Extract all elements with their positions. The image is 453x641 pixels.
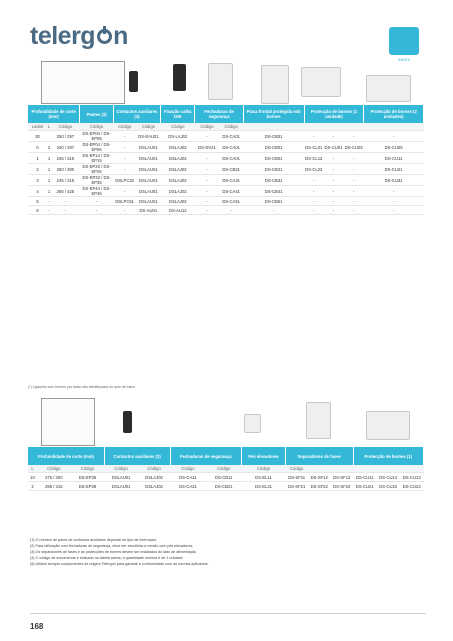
t1-cell: 0: [28, 142, 47, 153]
t1-cell: 1: [47, 175, 51, 186]
t1-cell: DS-CA51: [219, 197, 243, 206]
t1-cell: 1: [47, 164, 51, 175]
t1-cell: 5: [28, 197, 47, 206]
t1-cell: DS-EP04 / DS-EP05: [80, 142, 114, 153]
t1-cell: DS-CB01: [243, 142, 304, 153]
t1-cell: -: [195, 164, 219, 175]
t1-cell: -: [113, 131, 136, 142]
t1-cell: -: [195, 206, 219, 215]
t1-cell: -: [344, 131, 364, 142]
page-number: 168: [30, 622, 44, 631]
t1-cell: DSLPC51: [113, 197, 136, 206]
t1-cell: -: [323, 175, 343, 186]
subheader-code: Código: [195, 123, 219, 131]
header-depth-2: Profundidade de corte (mm): [28, 447, 104, 465]
t2-cell: DS-CU21: [353, 482, 376, 491]
t2-cell: DS-EL21: [242, 482, 286, 491]
index-badge[interactable]: [389, 27, 419, 55]
subheader-sides: Lados: [28, 123, 47, 131]
t2-cell: DS-CA11: [170, 473, 206, 482]
header-security-locks: Fechaduras de segurança: [195, 105, 243, 123]
t1-cell: -: [304, 175, 323, 186]
t2-cell: 275 / 300: [37, 473, 71, 482]
header-depth: Profundidade de corte (mm): [28, 105, 80, 123]
subheader-code: Código: [80, 123, 114, 131]
t1-cell: DS-CA01: [219, 131, 243, 142]
footnote-3: (3) Os separadores de fases e as protecções de bornes devem ser instalados do lado de alimentação.: [30, 550, 198, 554]
t1-cell: -: [344, 175, 364, 186]
t1-cell: -: [344, 164, 364, 175]
t1-cell: 1: [28, 153, 47, 164]
header-terminal-protection-2: Protecção de bornes (2 unidades): [364, 105, 424, 123]
t1-cell: DSLAU01: [136, 164, 161, 175]
t1-cell: -: [323, 164, 343, 175]
t1-cell: 30: [28, 131, 47, 142]
t1-cell: -: [323, 197, 343, 206]
footer-rule: [30, 613, 426, 614]
t1-cell: -: [364, 131, 424, 142]
header-aux-2: Contactos auxiliares (2): [104, 447, 170, 465]
t1-cell: DSLAU01: [136, 153, 161, 164]
auxiliary-contact-image: [129, 71, 138, 92]
t1-cell: 245 / 315: [51, 153, 80, 164]
t1-cell: DSLPC32: [113, 175, 136, 186]
t1-cell: -: [344, 186, 364, 197]
t1-cell: DS-EP04 / DS-EP05: [80, 131, 114, 142]
t1-cell: 6: [28, 206, 47, 215]
header-terminal-protection-1: Protecção de bornes (1 unidade): [304, 105, 364, 123]
t2-cell: DS-CB21: [206, 482, 242, 491]
cover-image: [261, 65, 289, 104]
t1-row: [28, 142, 424, 153]
t1-cell: DS-CB31: [243, 175, 304, 186]
t1-cell: DS-AU01: [136, 206, 161, 215]
subheader-length: L: [47, 124, 51, 129]
t1-cell: DSLAU01: [136, 175, 161, 186]
t2-cell: DS-SF13: [331, 473, 354, 482]
footnote-2: (2) Para utilização com fechaduras de segurança, deve ser escolhida a versão com pés elevadores.: [30, 544, 194, 548]
t2-cell: DS-EP38: [71, 482, 105, 491]
t1-cell: DSLAU01: [136, 197, 161, 206]
t1-cell: DSLAJ02: [161, 175, 195, 186]
t1-cell: DS-CA01: [219, 153, 243, 164]
header-aux-contacts: Contactos auxiliares (2): [113, 105, 160, 123]
t1-cell: -: [195, 175, 219, 186]
t1-row: [28, 197, 424, 206]
index-badge-label: INDEX: [397, 57, 411, 62]
t1-cell: -: [195, 131, 219, 142]
header-feet: Pés elevadores: [242, 447, 286, 465]
t1-cell: DS-CU01: [323, 142, 343, 153]
t1-cell: -: [51, 206, 80, 215]
t1-cell: 1: [47, 153, 51, 164]
t1-cell: -: [48, 198, 50, 204]
t1-cell: -: [113, 153, 136, 164]
accessories-table-1: [28, 105, 424, 215]
t2-cell: DS-SF11: [285, 473, 308, 482]
t1-cell: DS-CB41: [243, 186, 304, 197]
t1-cell: DS-CB01: [243, 153, 304, 164]
t1-cell: -: [364, 197, 424, 206]
subheader-code-2: Código: [37, 465, 71, 473]
t1-cell: -: [304, 131, 323, 142]
t1-cell: -: [304, 186, 323, 197]
t1-cell: -: [195, 186, 219, 197]
table-note: (*) Ligações com bornes por baixo são identificados do lado de baixo.: [28, 385, 136, 389]
subheader-code-2: Código: [104, 465, 138, 473]
t2-cell: DS-SF21: [285, 482, 308, 491]
subheader-code-2: Código: [138, 465, 170, 473]
t1-cell: DS-LAJ02: [161, 131, 195, 142]
t2-cell: 10: [28, 473, 37, 482]
t1-cell: 4: [28, 186, 47, 197]
t1-row: [28, 186, 424, 197]
second-dimension-drawing: [41, 398, 95, 446]
footnote-4: (4) O código de encomenda é indicado na tabela acima; a quantidade mínima é de 1 unidade.: [30, 556, 184, 560]
subheader-length-2: L: [28, 465, 37, 473]
front-plate-image: [301, 67, 341, 97]
t1-cell: DSLAJ02: [161, 197, 195, 206]
t1-cell: -: [323, 206, 343, 215]
t2-cell: DSLAU01: [104, 473, 138, 482]
t1-cell: DS-CU11: [364, 153, 424, 164]
t1-cell: DSLAJ02: [161, 142, 195, 153]
subheader-code: Código: [136, 123, 161, 131]
t1-cell: 2: [47, 142, 51, 153]
t2-cell: DS-CU13: [400, 473, 424, 482]
t2-cell: DS-SF22: [308, 482, 331, 491]
t1-cell: -: [323, 131, 343, 142]
second-product-illustrations: [28, 397, 424, 447]
subheader-code-2: Código: [285, 465, 308, 473]
t1-cell: DSLAJ02: [161, 164, 195, 175]
t1-cell: -: [195, 153, 219, 164]
t2-cell: DS-CU11: [353, 473, 376, 482]
t1-cell: -: [323, 153, 343, 164]
t1-cell: DS-CA01: [219, 142, 243, 153]
telergon-logo: telerg n: [30, 22, 128, 50]
t1-cell: DS-EP20 / DS-EP25: [80, 164, 114, 175]
subheader-code: Código: [113, 123, 136, 131]
t1-cell: DS-EAU01: [136, 131, 161, 142]
accessories-table-2: [28, 447, 424, 491]
t1-cell: -: [80, 197, 114, 206]
t1-cell: -: [344, 197, 364, 206]
t1-cell: -: [219, 206, 243, 215]
t1-cell: DS-CB21: [219, 164, 243, 175]
header-protection-2: Protecção de bornes (1): [353, 447, 423, 465]
t2-cell: DS-EP36: [71, 473, 105, 482]
dimension-drawing: [41, 61, 125, 104]
footnote-5: (5) Utilizar sempre componentes de origem Telergon para garantir a conformidade com as normas aplicáveis.: [30, 562, 209, 566]
t2-cell: DS-SF23: [331, 482, 354, 491]
header-locks-2: Fechaduras de segurança: [170, 447, 242, 465]
t1-cell: 250 / 300: [51, 164, 80, 175]
t1-cell: DS-CB21: [243, 164, 304, 175]
t2-cell: DSLAJ02: [138, 482, 170, 491]
t1-cell: DSLAJ02: [161, 186, 195, 197]
t2-cell: 295 / 315: [37, 482, 71, 491]
t1-cell: 265 / 425: [51, 186, 80, 197]
t1-cell: -: [364, 206, 424, 215]
t1-cell: -: [113, 164, 136, 175]
t1-row: [28, 175, 424, 186]
t1-cell: DS-CB01: [243, 131, 304, 142]
header-front-plate: Placa frontal protegida sob bornes: [243, 105, 304, 123]
t1-cell: DS-CU03: [344, 142, 364, 153]
t1-cell: 240 / 287: [51, 142, 80, 153]
t1-cell: 245 / 315: [51, 175, 80, 186]
t1-cell: -: [113, 142, 136, 153]
t1-cell: -: [304, 206, 323, 215]
t1-cell: -: [243, 206, 304, 215]
t1-cell: DS-EP44 / DS-EP45: [80, 186, 114, 197]
power-symbol-icon: [97, 29, 112, 44]
t1-cell: -: [344, 153, 364, 164]
subheader-code: Código: [51, 123, 80, 131]
t1-cell: DS-CA41: [219, 186, 243, 197]
t1-cell: DS-CL01: [304, 142, 323, 153]
t1-row: [28, 153, 424, 164]
t1-cell: DSLAU01: [136, 142, 161, 153]
t1-cell: DS-EP14 / DS-EP15: [80, 153, 114, 164]
t1-cell: 3: [28, 175, 47, 186]
t1-cell: -: [195, 197, 219, 206]
subheader-code-2: Código: [242, 465, 286, 473]
t1-cell: DSLAJ02: [161, 153, 195, 164]
t2-cell: DS-CU12: [376, 473, 399, 482]
t1-cell: 2: [28, 164, 47, 175]
foot-image: [244, 414, 261, 433]
t2-row: [28, 473, 424, 482]
t1-cell: -: [48, 207, 50, 213]
t2-cell: DS-CB11: [206, 473, 242, 482]
t2-cell: DSLAJ02: [138, 473, 170, 482]
t2-cell: DSLAU01: [104, 482, 138, 491]
subheader-code-2: Código: [206, 465, 242, 473]
subheader-code: Código: [219, 123, 243, 131]
phase-separator-image: [306, 402, 331, 439]
t2-cell: 2: [28, 482, 37, 491]
t1-cell: DS-AU12: [161, 206, 195, 215]
t1-cell: DS-CU31: [364, 175, 424, 186]
t2-cell: DS-CU22: [376, 482, 399, 491]
t1-row: [28, 206, 424, 215]
t2-cell: DS-SF12: [308, 473, 331, 482]
t1-row: [28, 131, 424, 142]
header-poles: Postes (3): [80, 105, 114, 123]
t1-cell: -: [304, 197, 323, 206]
t1-cell: -: [113, 186, 136, 197]
t1-cell: -: [51, 197, 80, 206]
t1-cell: DS-CL12: [304, 153, 323, 164]
footnotes: [30, 537, 420, 567]
t1-cell: DSLAU01: [136, 186, 161, 197]
footnote-1: (1) O número de pares de contactos auxiliares depende do tipo de interruptor.: [30, 538, 158, 542]
t1-cell: 250 / 297: [51, 131, 80, 142]
t1-row: [28, 164, 424, 175]
t1-cell: DS-DV21: [195, 142, 219, 153]
t1-cell: -: [113, 206, 136, 215]
t2-row: [28, 482, 424, 491]
t1-cell: DS-EP33 / DS-EP35: [80, 175, 114, 186]
t1-cell: 1: [47, 186, 51, 197]
t1-cell: -: [323, 186, 343, 197]
subheader-code-2: Código: [71, 465, 105, 473]
t1-cell: -: [364, 186, 424, 197]
t1-cell: DS-CU21: [364, 164, 424, 175]
switch-module-image: [208, 63, 233, 100]
t1-cell: DS-CB51: [243, 197, 304, 206]
subheader-code-2: Código: [170, 465, 206, 473]
t2-cell: DS-EL11: [242, 473, 286, 482]
terminal-protection-image: [366, 411, 410, 440]
t1-cell: DS-CU05: [364, 142, 424, 153]
terminal-cover-image: [366, 75, 411, 102]
header-separators: Separadores de fases: [285, 447, 353, 465]
second-aux-contact-image: [123, 411, 132, 433]
device-image: [173, 64, 186, 91]
t1-cell: -: [80, 206, 114, 215]
subheader-code: Código: [161, 123, 195, 131]
t1-cell: DS-CA31: [219, 175, 243, 186]
header-din-rail: Fixação calha DIN: [161, 105, 195, 123]
t1-cell: -: [344, 206, 364, 215]
t2-cell: DS-CA21: [170, 482, 206, 491]
t1-cell: DS-CL22: [304, 164, 323, 175]
t2-cell: DS-CU23: [400, 482, 424, 491]
first-product-illustrations: [28, 60, 424, 106]
